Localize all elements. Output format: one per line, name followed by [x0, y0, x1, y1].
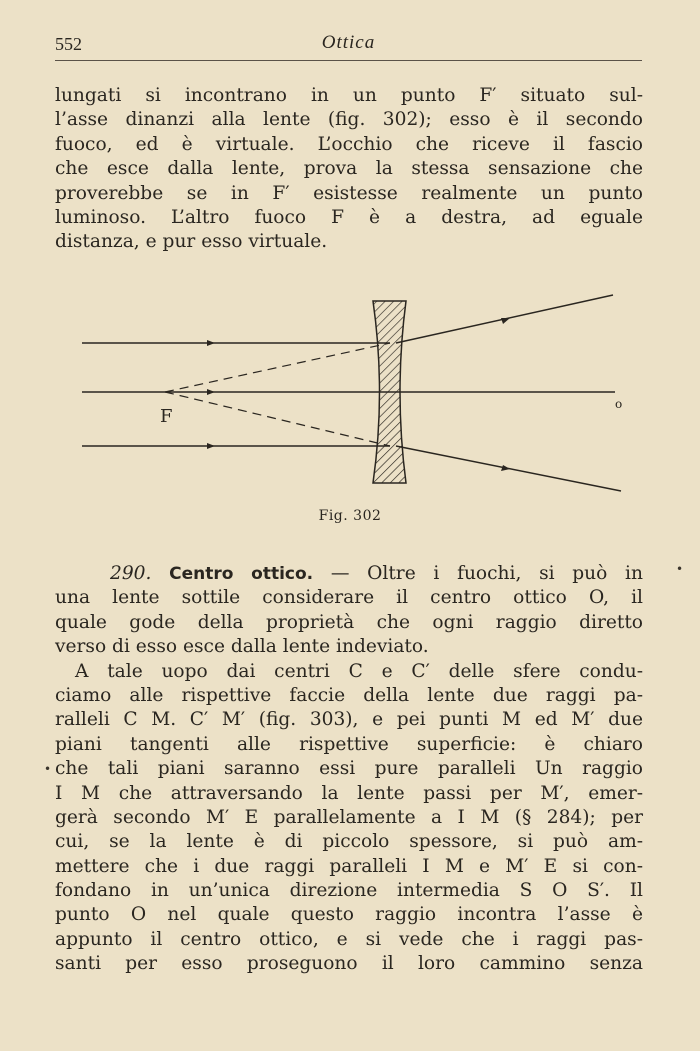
text-line: mettere che i due raggi paralleli I M e M′ E si con-: [55, 855, 643, 877]
text-line: verso di esso esce dalla lente indeviato.: [55, 636, 429, 658]
lens-diagram: [70, 285, 630, 505]
figure-caption: Fig. 302: [318, 508, 382, 524]
text-line: distanza, e pur esso virtuale.: [55, 231, 328, 253]
text-line: ciamo alle rispettive faccie della lente due raggi pa-: [55, 684, 643, 706]
text-line: cui, se la lente è di piccolo spessore, si può am-: [55, 831, 643, 853]
text-line: proverebbe se in F′ esistesse realmente un punto: [55, 182, 643, 204]
text-line: punto O nel quale questo raggio incontra l’asse è: [55, 904, 643, 926]
text-line: lungati si incontrano in un punto F′ situato sul-: [55, 85, 643, 106]
text-line: quale gode della proprietà che ogni raggio diretto: [55, 611, 643, 633]
paragraph-top: [55, 84, 643, 255]
text-line: una lente sottile considerare il centro ottico O, il: [55, 587, 643, 609]
right-focus-mark: o: [615, 397, 623, 411]
margin-dot: •: [676, 562, 684, 576]
text-line: fuoco, ed è virtuale. L’occhio che riceve il fascio: [55, 133, 643, 155]
page-number: 552: [55, 34, 82, 54]
focus-label: F: [160, 406, 173, 427]
section-title: Centro ottico.: [169, 564, 314, 584]
text-line: gerà secondo M′ E parallelamente a I M (§ 284); per: [55, 806, 643, 828]
text-line: appunto il centro ottico, e si vede che i raggi pas-: [55, 928, 643, 950]
text-line: — Oltre i fuochi, si può in: [330, 563, 643, 584]
text-line: l’asse dinanzi alla lente (fig. 302); esso è il secondo: [55, 109, 643, 131]
text-line: luminoso. L’altro fuoco F è a destra, ad eguale: [55, 206, 643, 228]
text-line: fondano in un’unica direzione intermedia S O S′. Il: [55, 880, 643, 902]
virtual-ray-top: [165, 343, 390, 392]
text-line: che tali piani saranno essi pure paralleli Un raggio: [55, 758, 643, 780]
section-290: [55, 562, 643, 977]
section-number: 290.: [110, 563, 152, 584]
section-heading-line: [55, 562, 643, 586]
text-line: A tale uopo dai centri C e C′ delle sfere condu-: [75, 660, 643, 682]
virtual-ray-bottom: [165, 392, 390, 446]
text-line: santi per esso proseguono il loro cammino senza: [55, 953, 643, 975]
text-line: che esce dalla lente, prova la stessa sensazione che: [55, 158, 643, 180]
page-header: [55, 30, 642, 61]
margin-dot: •: [44, 762, 52, 776]
text-line: piani tangenti alle rispettive superficie: è chiaro: [55, 733, 643, 755]
text-line: I M che attraversando la lente passi per M′, emer-: [55, 782, 643, 804]
text-line: ralleli C M. C′ M′ (fig. 303), e pei punti M ed M′ due: [55, 709, 643, 731]
running-title: Ottica: [321, 32, 376, 53]
